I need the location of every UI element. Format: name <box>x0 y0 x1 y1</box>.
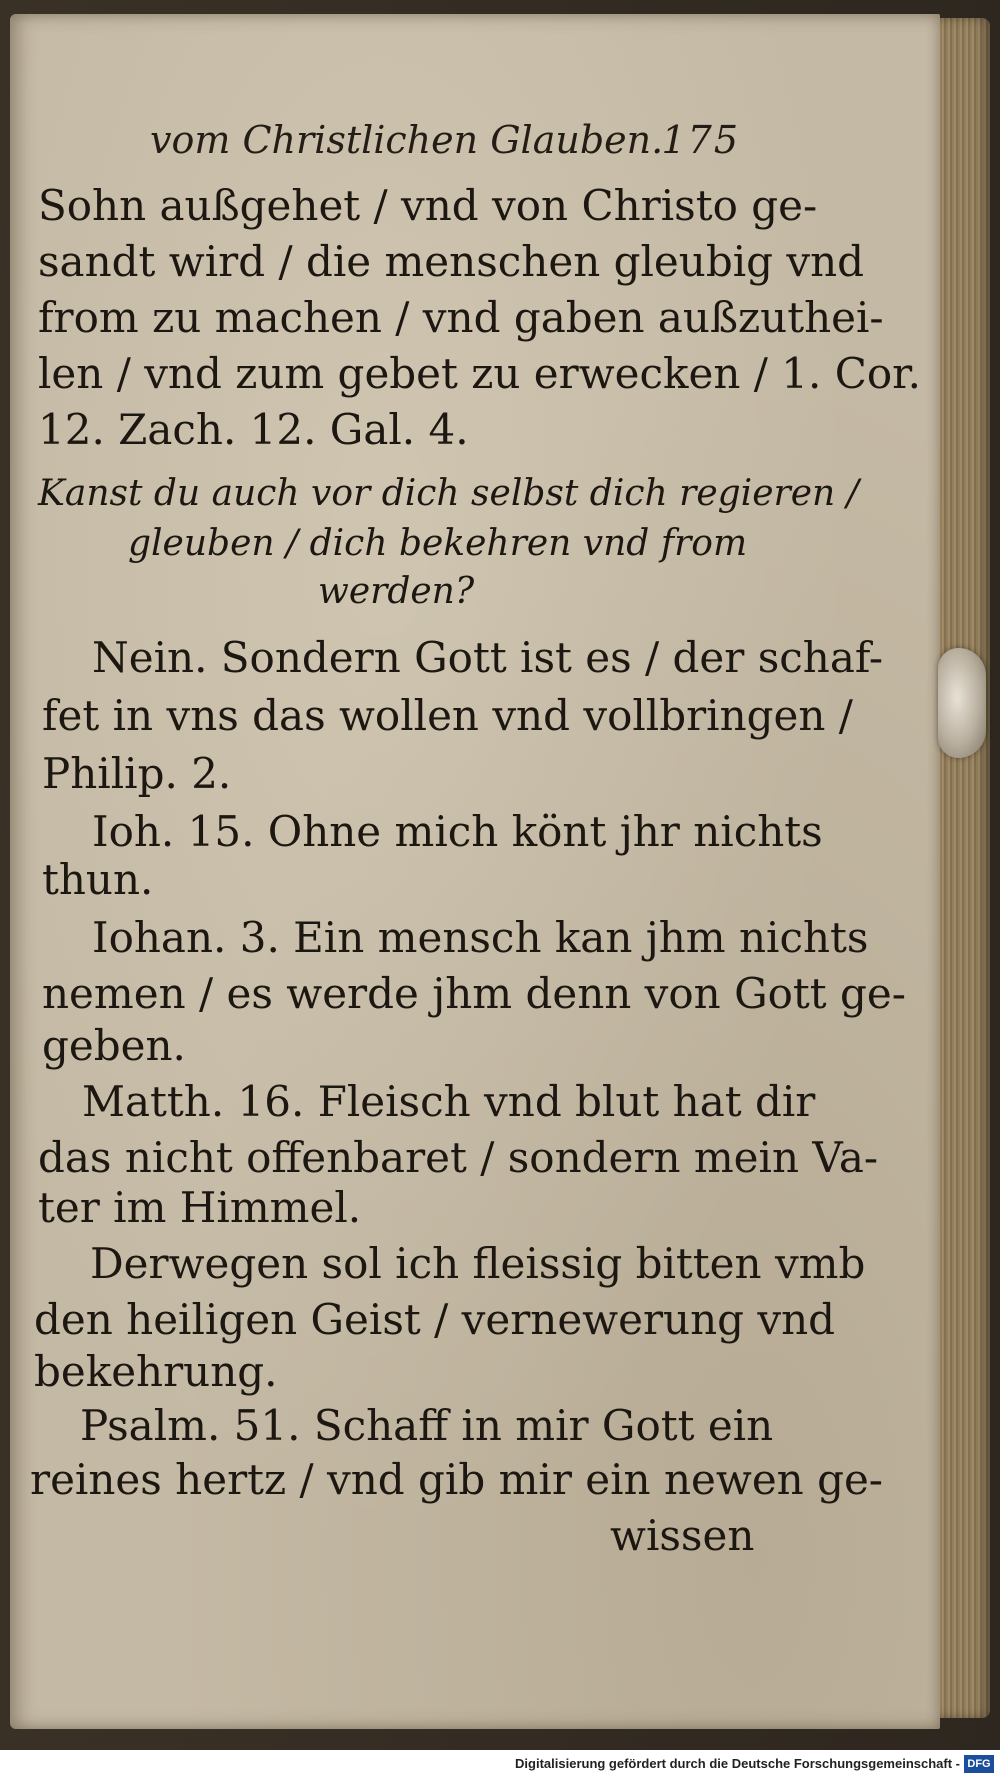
closing-line: bekehrung. <box>34 1347 278 1396</box>
answer-line: geben. <box>42 1021 186 1070</box>
text-line: Sohn außgehet / vnd von Christo ge- <box>38 181 818 230</box>
closing-line: reines hertz / vnd gib mir ein newen ge- <box>30 1455 884 1504</box>
book-clasp <box>938 648 986 758</box>
answer-line: Matth. 16. Fleisch vnd blut hat dir <box>82 1077 816 1126</box>
text-line: len / vnd zum gebet zu erwecken / 1. Cor. <box>38 349 921 398</box>
answer-line: nemen / es werde jhm denn von Gott ge- <box>42 969 906 1018</box>
answer-line: Iohan. 3. Ein mensch kan jhm nichts <box>92 913 869 962</box>
question-line: gleuben / dich bekehren vnd from <box>128 523 748 564</box>
answer-line: Nein. Sondern Gott ist es / der schaf- <box>92 633 884 682</box>
answer-line: fet in vns das wollen vnd vollbringen / <box>42 691 853 740</box>
answer-line: Philip. 2. <box>42 749 232 798</box>
running-head-title: vom Christlichen Glauben. <box>150 118 664 162</box>
text-line: sandt wird / die menschen gleubig vnd <box>38 237 865 286</box>
closing-line: Psalm. 51. Schaff in mir Gott ein <box>80 1401 774 1450</box>
running-head <box>150 118 740 168</box>
answer-line: das nicht offenbaret / sondern mein Va- <box>38 1133 879 1182</box>
question-line: werden? <box>318 571 475 612</box>
catchword: wissen <box>610 1511 755 1560</box>
answer-line: Ioh. 15. Ohne mich könt jhr nichts <box>92 807 823 856</box>
funding-credit: Digitalisierung gefördert durch die Deutsche Forschungsgemeinschaft - <box>515 1756 960 1771</box>
closing-line: den heiligen Geist / vernewerung vnd <box>34 1295 836 1344</box>
dfg-logo: DFG <box>964 1755 994 1773</box>
answer-line: thun. <box>42 855 154 904</box>
text-line: from zu machen / vnd gaben außzuthei- <box>38 293 884 342</box>
closing-line: Derwegen sol ich fleissig bitten vmb <box>90 1239 866 1288</box>
text-line: 12. Zach. 12. Gal. 4. <box>38 405 469 454</box>
question-line: Kanst du auch vor dich selbst dich regieren / <box>38 473 859 514</box>
page-number: 175 <box>661 118 740 162</box>
page-edges <box>935 18 990 1718</box>
answer-line: ter im Himmel. <box>38 1183 362 1232</box>
footer-bar <box>0 1750 1000 1780</box>
